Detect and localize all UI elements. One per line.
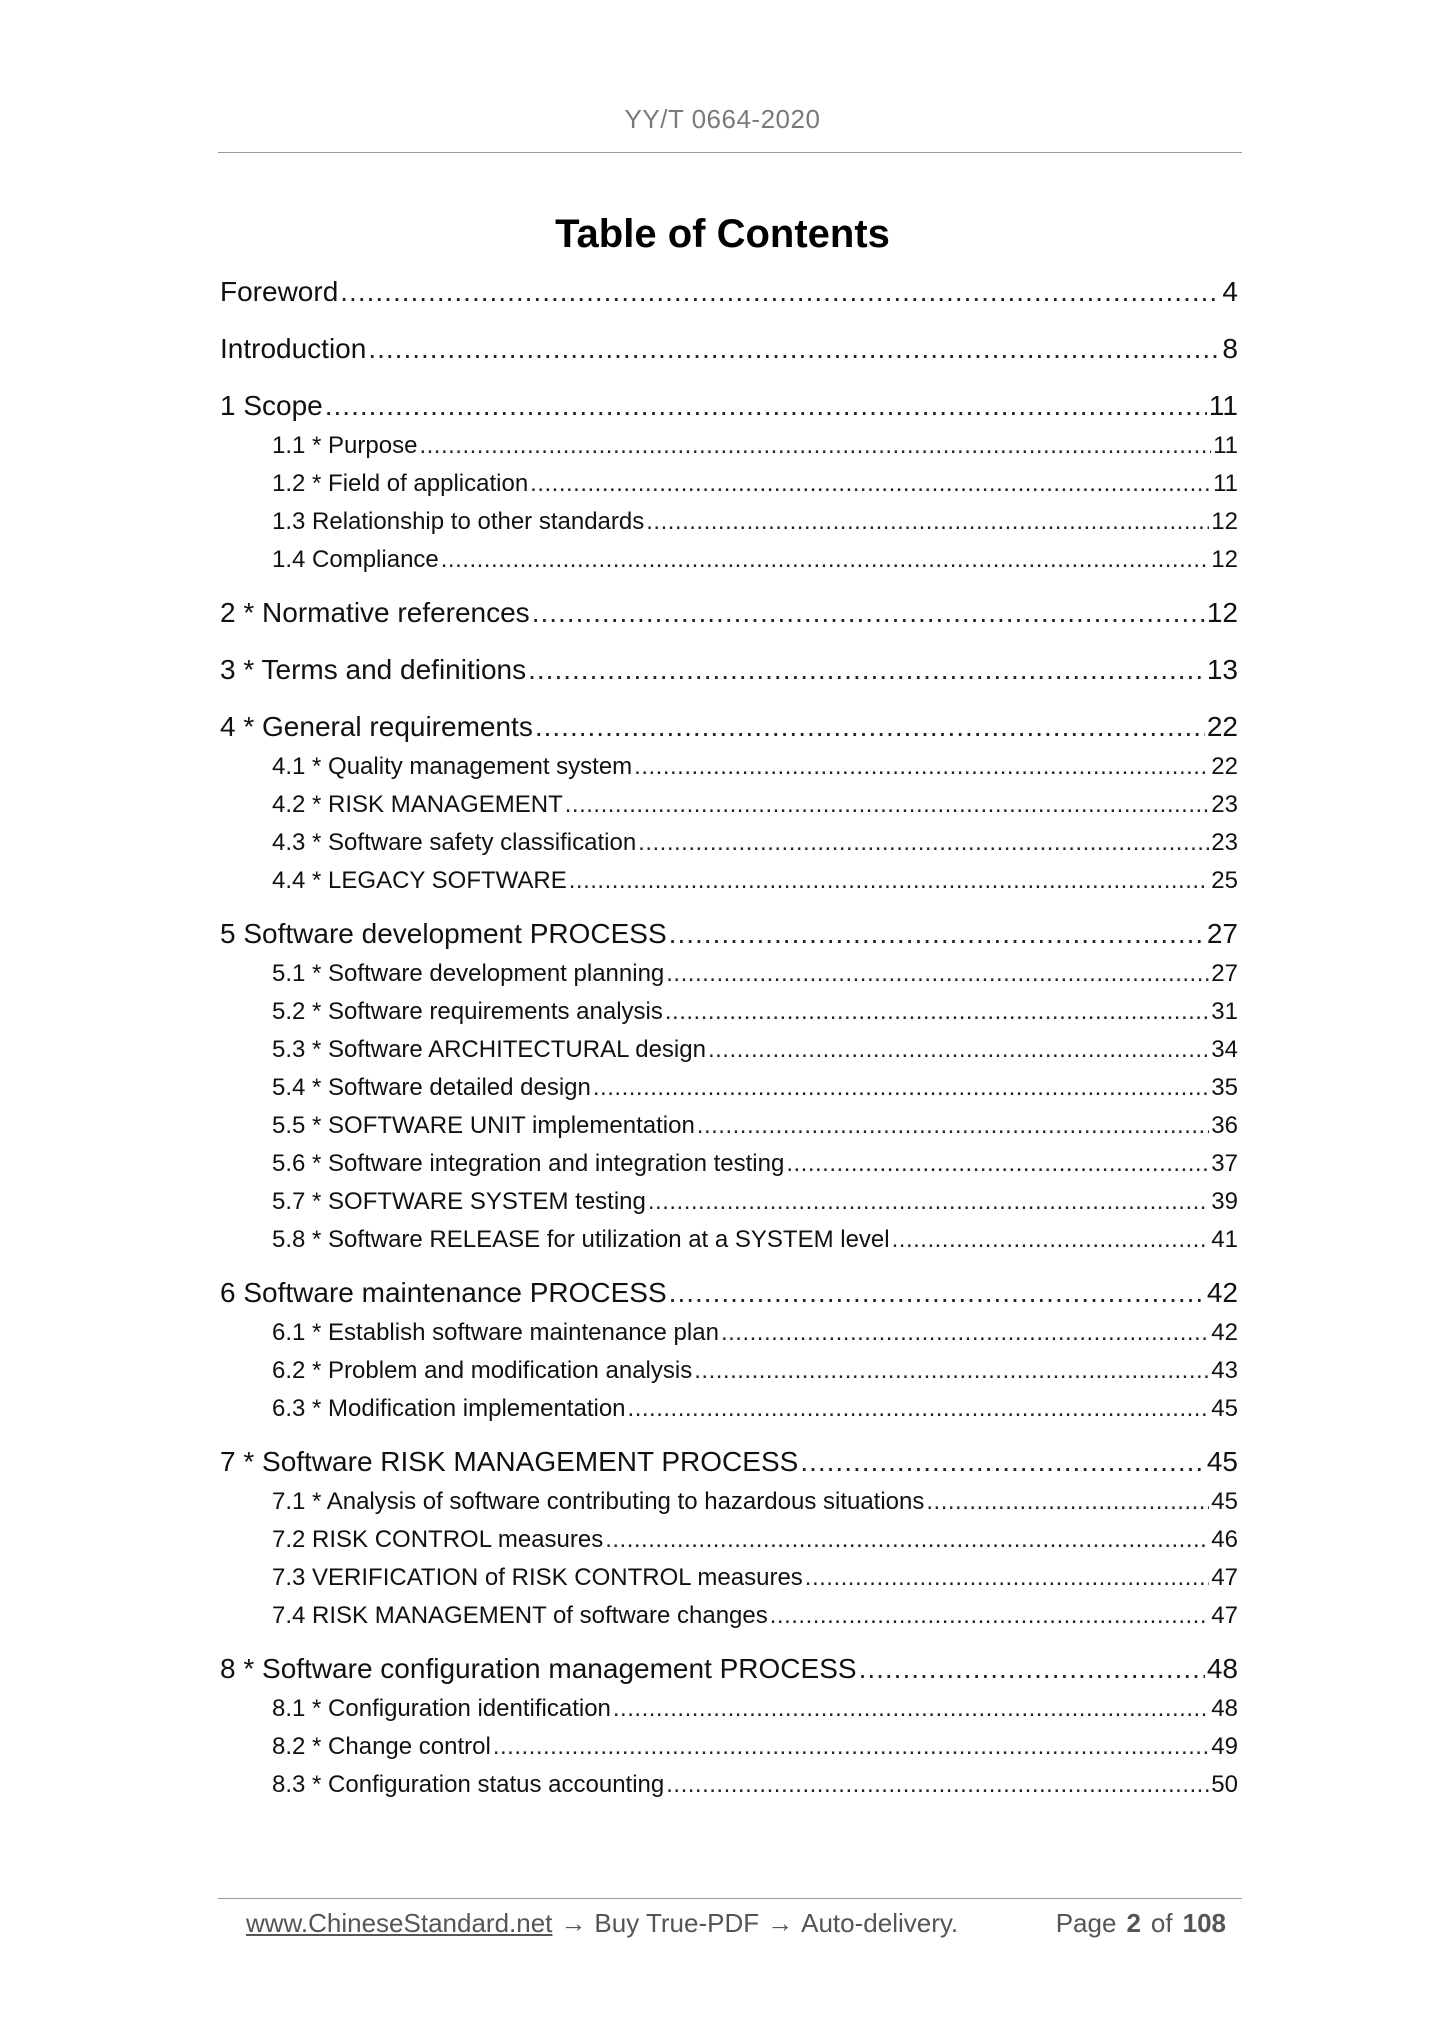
- toc-entry-page-number: 48: [1206, 1653, 1238, 1684]
- toc-entry-label: 5.4 * Software detailed design: [272, 1074, 591, 1101]
- toc-entry-section[interactable]: [272, 791, 1238, 819]
- toc-entry-label: Foreword: [220, 276, 339, 307]
- toc-dot-leader: [368, 333, 1220, 365]
- auto-delivery-text: Auto-delivery.: [801, 1908, 959, 1938]
- toc-entry-section[interactable]: [272, 1074, 1238, 1102]
- toc-entry-page-number: 4: [1222, 276, 1238, 307]
- toc-entry-section[interactable]: [272, 1319, 1238, 1347]
- toc-entry-section[interactable]: [272, 1488, 1238, 1516]
- toc-entry-section[interactable]: [272, 1036, 1238, 1064]
- toc-entry-page-number: 48: [1211, 1695, 1238, 1722]
- toc-entry-page-number: 37: [1211, 1150, 1238, 1177]
- toc-entry-label: 7.1 * Analysis of software contributing to hazardous situations: [272, 1488, 925, 1515]
- toc-entry-page-number: 12: [1211, 508, 1238, 535]
- toc-dot-leader: [805, 1564, 1210, 1592]
- toc-entry-chapter[interactable]: [220, 276, 1238, 308]
- page-footer: [246, 1908, 1226, 1939]
- toc-dot-leader: [528, 654, 1205, 686]
- toc-entry-section[interactable]: [272, 546, 1238, 574]
- toc-entry-page-number: 36: [1211, 1112, 1238, 1139]
- toc-entry-label: 4 * General requirements: [220, 711, 533, 742]
- page-of-label: of: [1150, 1908, 1173, 1938]
- toc-dot-leader: [770, 1602, 1210, 1630]
- toc-entry-page-number: 42: [1206, 1277, 1238, 1308]
- toc-entry-chapter[interactable]: [220, 711, 1238, 743]
- toc-entry-label: 1.3 Relationship to other standards: [272, 508, 645, 535]
- toc-dot-leader: [859, 1653, 1205, 1685]
- toc-dot-leader: [493, 1733, 1209, 1761]
- toc-entry-chapter[interactable]: [220, 597, 1238, 629]
- toc-entry-label: 4.1 * Quality management system: [272, 753, 633, 780]
- toc-entry-label: 6.1 * Establish software maintenance plan: [272, 1319, 719, 1346]
- toc-entry-page-number: 11: [1213, 432, 1238, 459]
- toc-dot-leader: [926, 1488, 1209, 1516]
- page-number: 2: [1126, 1908, 1141, 1938]
- toc-dot-leader: [340, 276, 1220, 308]
- toc-entry-section[interactable]: [272, 1112, 1238, 1140]
- toc-dot-leader: [708, 1036, 1209, 1064]
- toc-entry-section[interactable]: [272, 753, 1238, 781]
- toc-dot-leader: [530, 470, 1211, 498]
- toc-dot-leader: [565, 791, 1210, 819]
- toc-entry-section[interactable]: [272, 1733, 1238, 1761]
- toc-entry-label: 6.3 * Modification implementation: [272, 1395, 626, 1422]
- toc-dot-leader: [694, 1357, 1209, 1385]
- toc-entry-section[interactable]: [272, 1602, 1238, 1630]
- arrow-right-icon: →: [560, 1908, 587, 1938]
- toc-entry-label: 1.1 * Purpose: [272, 432, 418, 459]
- toc-dot-leader: [665, 998, 1209, 1026]
- toc-dot-leader: [666, 960, 1209, 988]
- toc-entry-label: 5.5 * SOFTWARE UNIT implementation: [272, 1112, 695, 1139]
- toc-entry-label: 4.3 * Software safety classification: [272, 829, 637, 856]
- toc-dot-leader: [605, 1526, 1209, 1554]
- toc-entry-chapter[interactable]: [220, 1653, 1238, 1685]
- toc-entry-chapter[interactable]: [220, 333, 1238, 365]
- toc-entry-section[interactable]: [272, 1188, 1238, 1216]
- toc-entry-label: 3 * Terms and definitions: [220, 654, 527, 685]
- toc-entry-label: 5.2 * Software requirements analysis: [272, 998, 663, 1025]
- toc-dot-leader: [666, 1771, 1209, 1799]
- toc-dot-leader: [697, 1112, 1210, 1140]
- toc-dot-leader: [638, 829, 1209, 857]
- toc-entry-label: 8.3 * Configuration status accounting: [272, 1771, 665, 1798]
- toc-dot-leader: [800, 1446, 1205, 1478]
- toc-entry-page-number: 27: [1206, 918, 1238, 949]
- toc-dot-leader: [613, 1695, 1209, 1723]
- toc-entry-chapter[interactable]: [220, 654, 1238, 686]
- toc-entry-label: 5 Software development PROCESS: [220, 918, 667, 949]
- toc-entry-label: 7.4 RISK MANAGEMENT of software changes: [272, 1602, 768, 1629]
- toc-entry-page-number: 11: [1213, 470, 1238, 497]
- toc-entry-label: 5.1 * Software development planning: [272, 960, 665, 987]
- toc-entry-label: 1 Scope: [220, 390, 323, 421]
- toc-entry-label: Introduction: [220, 333, 367, 364]
- toc-entry-page-number: 27: [1211, 960, 1238, 987]
- toc-entry-page-number: 12: [1206, 597, 1238, 628]
- toc-entry-label: 5.6 * Software integration and integration testing: [272, 1150, 785, 1177]
- toc-entry-page-number: 45: [1206, 1446, 1238, 1477]
- header-divider: [218, 152, 1242, 153]
- toc-dot-leader: [721, 1319, 1209, 1347]
- toc-dot-leader: [669, 1277, 1205, 1309]
- toc-entry-page-number: 34: [1211, 1036, 1238, 1063]
- toc-entry-page-number: 47: [1211, 1602, 1238, 1629]
- toc-dot-leader: [325, 390, 1207, 422]
- toc-entry-chapter[interactable]: [220, 918, 1238, 950]
- toc-entry-section[interactable]: [272, 432, 1238, 460]
- toc-title: Table of Contents: [555, 212, 890, 256]
- toc-entry-page-number: 50: [1211, 1771, 1238, 1798]
- toc-entry-label: 8.2 * Change control: [272, 1733, 491, 1760]
- toc-entry-label: 2 * Normative references: [220, 597, 530, 628]
- toc-entry-page-number: 41: [1211, 1226, 1238, 1253]
- toc-entry-page-number: 11: [1208, 390, 1238, 421]
- toc-entry-page-number: 25: [1211, 867, 1238, 894]
- toc-entry-chapter[interactable]: [220, 1277, 1238, 1309]
- toc-entry-section[interactable]: [272, 1695, 1238, 1723]
- toc-entry-page-number: 39: [1211, 1188, 1238, 1215]
- toc-entry-label: 5.7 * SOFTWARE SYSTEM testing: [272, 1188, 646, 1215]
- arrow-right-icon: →: [767, 1908, 794, 1938]
- toc-entry-page-number: 22: [1211, 753, 1238, 780]
- toc-entry-section[interactable]: [272, 1357, 1238, 1385]
- toc-entry-page-number: 42: [1211, 1319, 1238, 1346]
- toc-entry-page-number: 12: [1211, 546, 1238, 573]
- document-header-id: YY/T 0664-2020: [624, 104, 821, 134]
- toc-dot-leader: [646, 508, 1209, 536]
- toc-entry-label: 8 * Software configuration management PROCESS: [220, 1653, 857, 1684]
- toc-entry-section[interactable]: [272, 998, 1238, 1026]
- toc-entry-page-number: 35: [1211, 1074, 1238, 1101]
- toc-entry-section[interactable]: [272, 1564, 1238, 1592]
- toc-dot-leader: [628, 1395, 1210, 1423]
- toc-entry-chapter[interactable]: [220, 1446, 1238, 1478]
- toc-entry-section[interactable]: [272, 960, 1238, 988]
- toc-dot-leader: [669, 918, 1205, 950]
- toc-entry-chapter[interactable]: [220, 390, 1238, 422]
- toc-entry-section[interactable]: [272, 1150, 1238, 1178]
- toc-dot-leader: [648, 1188, 1209, 1216]
- toc-entry-label: 7.2 RISK CONTROL measures: [272, 1526, 604, 1553]
- toc-entry-label: 1.2 * Field of application: [272, 470, 529, 497]
- toc-entry-label: 6.2 * Problem and modification analysis: [272, 1357, 693, 1384]
- toc-entry-label: 6 Software maintenance PROCESS: [220, 1277, 667, 1308]
- website-link[interactable]: www.ChineseStandard.net: [246, 1908, 553, 1938]
- toc-entry-page-number: 49: [1211, 1733, 1238, 1760]
- toc-entry-page-number: 45: [1211, 1488, 1238, 1515]
- toc-entry-label: 5.3 * Software ARCHITECTURAL design: [272, 1036, 706, 1063]
- toc-entry-page-number: 45: [1211, 1395, 1238, 1422]
- toc-entry-label: 8.1 * Configuration identification: [272, 1695, 611, 1722]
- toc-entry-label: 5.8 * Software RELEASE for utilization at a SYSTEM level: [272, 1226, 890, 1253]
- toc-entry-section[interactable]: [272, 1526, 1238, 1554]
- toc-entry-label: 4.2 * RISK MANAGEMENT: [272, 791, 563, 818]
- footer-divider: [218, 1898, 1242, 1899]
- toc-entry-label: 7.3 VERIFICATION of RISK CONTROL measures: [272, 1564, 803, 1591]
- toc-entry-page-number: 13: [1206, 654, 1238, 685]
- toc-entry-page-number: 43: [1211, 1357, 1238, 1384]
- toc-entry-section[interactable]: [272, 1771, 1238, 1799]
- toc-dot-leader: [892, 1226, 1210, 1254]
- toc-dot-leader: [634, 753, 1209, 781]
- toc-entry-section[interactable]: [272, 829, 1238, 857]
- page-label: Page: [1055, 1908, 1117, 1938]
- buy-pdf-text: Buy True-PDF: [594, 1908, 760, 1938]
- toc-dot-leader: [441, 546, 1210, 574]
- toc-dot-leader: [569, 867, 1210, 895]
- toc-entry-section[interactable]: [272, 1395, 1238, 1423]
- toc-entry-section[interactable]: [272, 867, 1238, 895]
- toc-entry-page-number: 31: [1211, 998, 1238, 1025]
- toc-entry-page-number: 46: [1211, 1526, 1238, 1553]
- toc-entry-page-number: 47: [1211, 1564, 1238, 1591]
- toc-entry-label: 7 * Software RISK MANAGEMENT PROCESS: [220, 1446, 799, 1477]
- page-total: 108: [1182, 1908, 1226, 1938]
- toc-entry-page-number: 8: [1222, 333, 1238, 364]
- toc-dot-leader: [593, 1074, 1209, 1102]
- toc-entry-page-number: 23: [1211, 791, 1238, 818]
- toc-entry-section[interactable]: [272, 1226, 1238, 1254]
- toc-dot-leader: [786, 1150, 1209, 1178]
- toc-entry-label: 1.4 Compliance: [272, 546, 439, 573]
- toc-dot-leader: [535, 711, 1205, 743]
- toc-entry-section[interactable]: [272, 470, 1238, 498]
- toc-entry-label: 4.4 * LEGACY SOFTWARE: [272, 867, 567, 894]
- toc-entry-section[interactable]: [272, 508, 1238, 536]
- toc-dot-leader: [419, 432, 1211, 460]
- toc-dot-leader: [532, 597, 1205, 629]
- toc-entry-page-number: 22: [1206, 711, 1238, 742]
- toc-entry-page-number: 23: [1211, 829, 1238, 856]
